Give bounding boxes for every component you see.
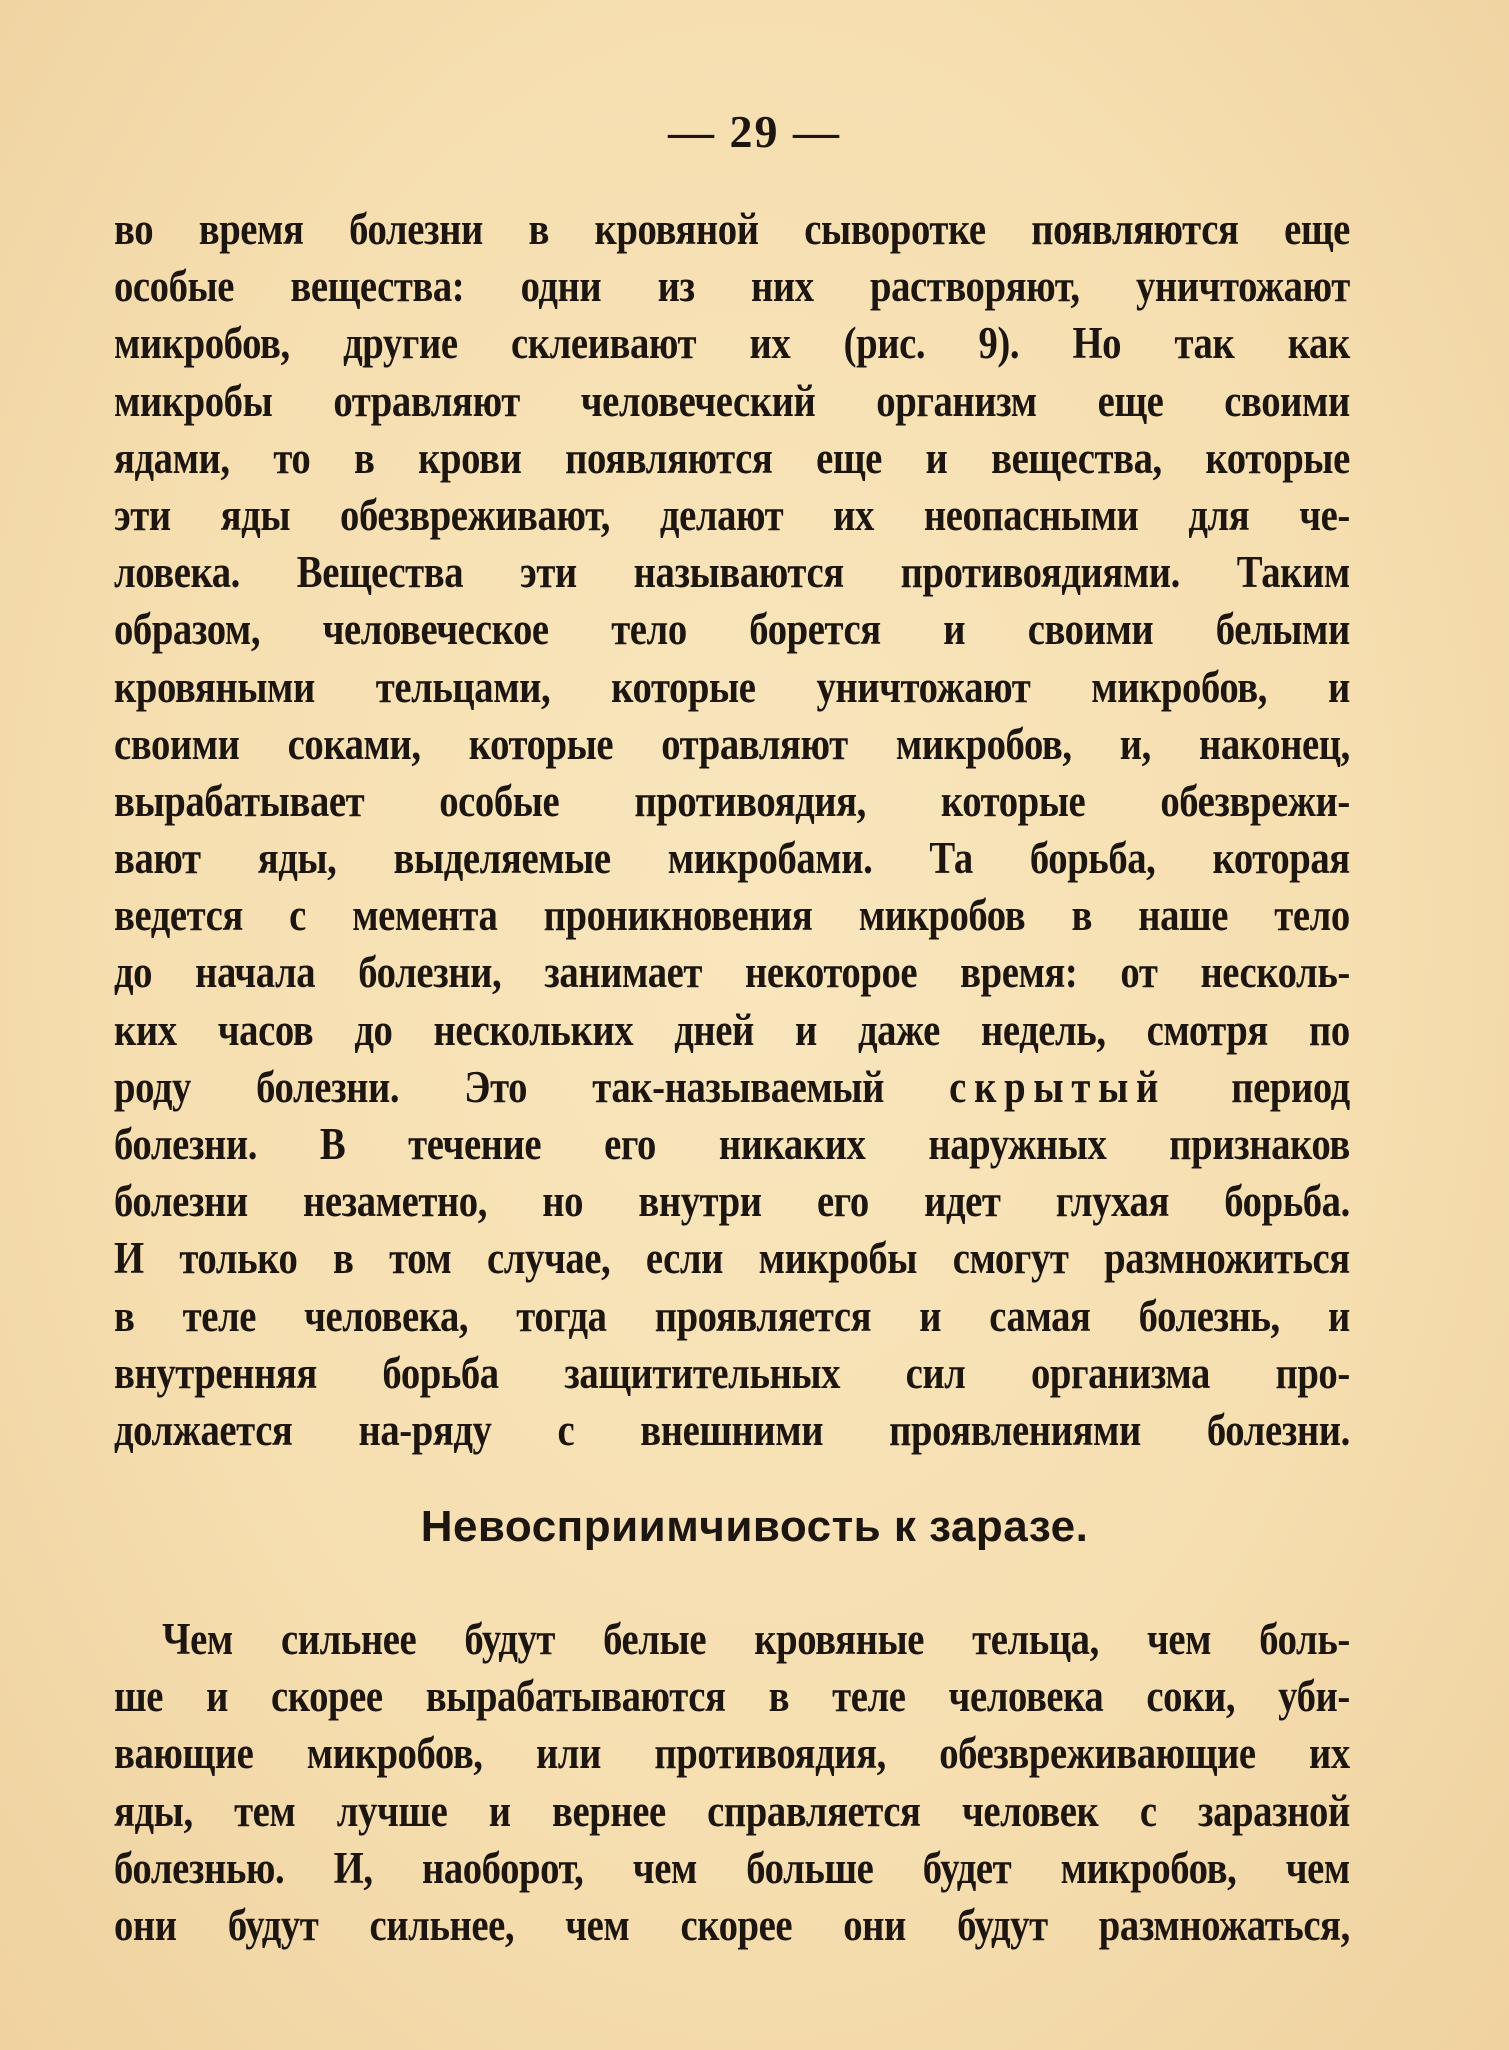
text-line: кровяными тельцами, которые уничтожают микробов, и	[114, 661, 1350, 712]
text-line: во время болезни в кровяной сыворотке появляются еще	[114, 204, 1350, 254]
text-line: вырабатывает особые противоядия, которые обезврежи-	[114, 775, 1350, 826]
text-line: ше и скорее вырабатываются в теле человека соки, уби-	[114, 1671, 1350, 1722]
text-line: ведется с мемента проникновения микробов в наше тело	[114, 890, 1350, 941]
text-line: в теле человека, тогда проявляется и самая болезнь, и	[114, 1290, 1350, 1341]
text-line: особые вещества: одни из них растворяют, уничтожают	[114, 261, 1350, 312]
text-line: образом, человеческое тело борется и своими белыми	[114, 604, 1350, 655]
section-heading: Невосприимчивость к заразе.	[420, 1502, 1089, 1551]
text-line: до начала болезни, занимает некоторое время: от несколь-	[114, 947, 1350, 998]
text-line: болезни. В течение его никаких наружных признаков	[114, 1119, 1350, 1169]
text-line: Чем сильнее будут белые кровяные тельца, чем боль-	[162, 1614, 1350, 1664]
text-line: своими соками, которые отравляют микробов, и, наконец,	[114, 718, 1350, 769]
emphasized-term: скрытый	[949, 1061, 1167, 1112]
text-line: яды, тем лучше и вернее справляется человек с заразной	[114, 1785, 1350, 1836]
text-line: они будут сильнее, чем скорее они будут размножаться,	[114, 1899, 1350, 1950]
text-line: болезнью. И, наоборот, чем больше будет микробов, чем	[114, 1842, 1350, 1893]
text-line: микробов, другие склеивают их (рис. 9). Но так как	[114, 318, 1350, 369]
text-line: внутренняя борьба защитительных сил организма про-	[114, 1347, 1350, 1398]
text-line-with-emphasis	[114, 1059, 1350, 1116]
text-line: эти яды обезвреживают, делают их неопасными для че-	[114, 489, 1350, 540]
text-line: вающие микробов, или противоядия, обезвреживающие их	[114, 1728, 1350, 1779]
paragraph-2	[114, 1611, 1350, 1954]
text-line: ядами, то в крови появляются еще и вещества, которые	[114, 432, 1350, 483]
text-line: микробы отравляют человеческий организм еще своими	[114, 375, 1350, 426]
text-line: должается на-ряду с внешними проявлениями болезни.	[114, 1404, 1350, 1455]
text-line: болезни незаметно, но внутри его идет глухая борьба.	[114, 1176, 1350, 1227]
text-fragment: период	[1231, 1061, 1350, 1112]
text-line: ких часов до нескольких дней и даже недель, смотря по	[114, 1004, 1350, 1055]
text-line: вают яды, выделяемые микробами. Та борьба, которая	[114, 833, 1350, 884]
text-line: И только в том случае, если микробы смогут размножиться	[114, 1233, 1350, 1284]
text-line: ловека. Вещества эти называются противоядиями. Таким	[114, 547, 1350, 598]
text-fragment: роду болезни. Это так-называемый	[114, 1061, 884, 1112]
page-number: — 29 —	[668, 106, 841, 157]
paragraph-1	[114, 201, 1350, 1459]
